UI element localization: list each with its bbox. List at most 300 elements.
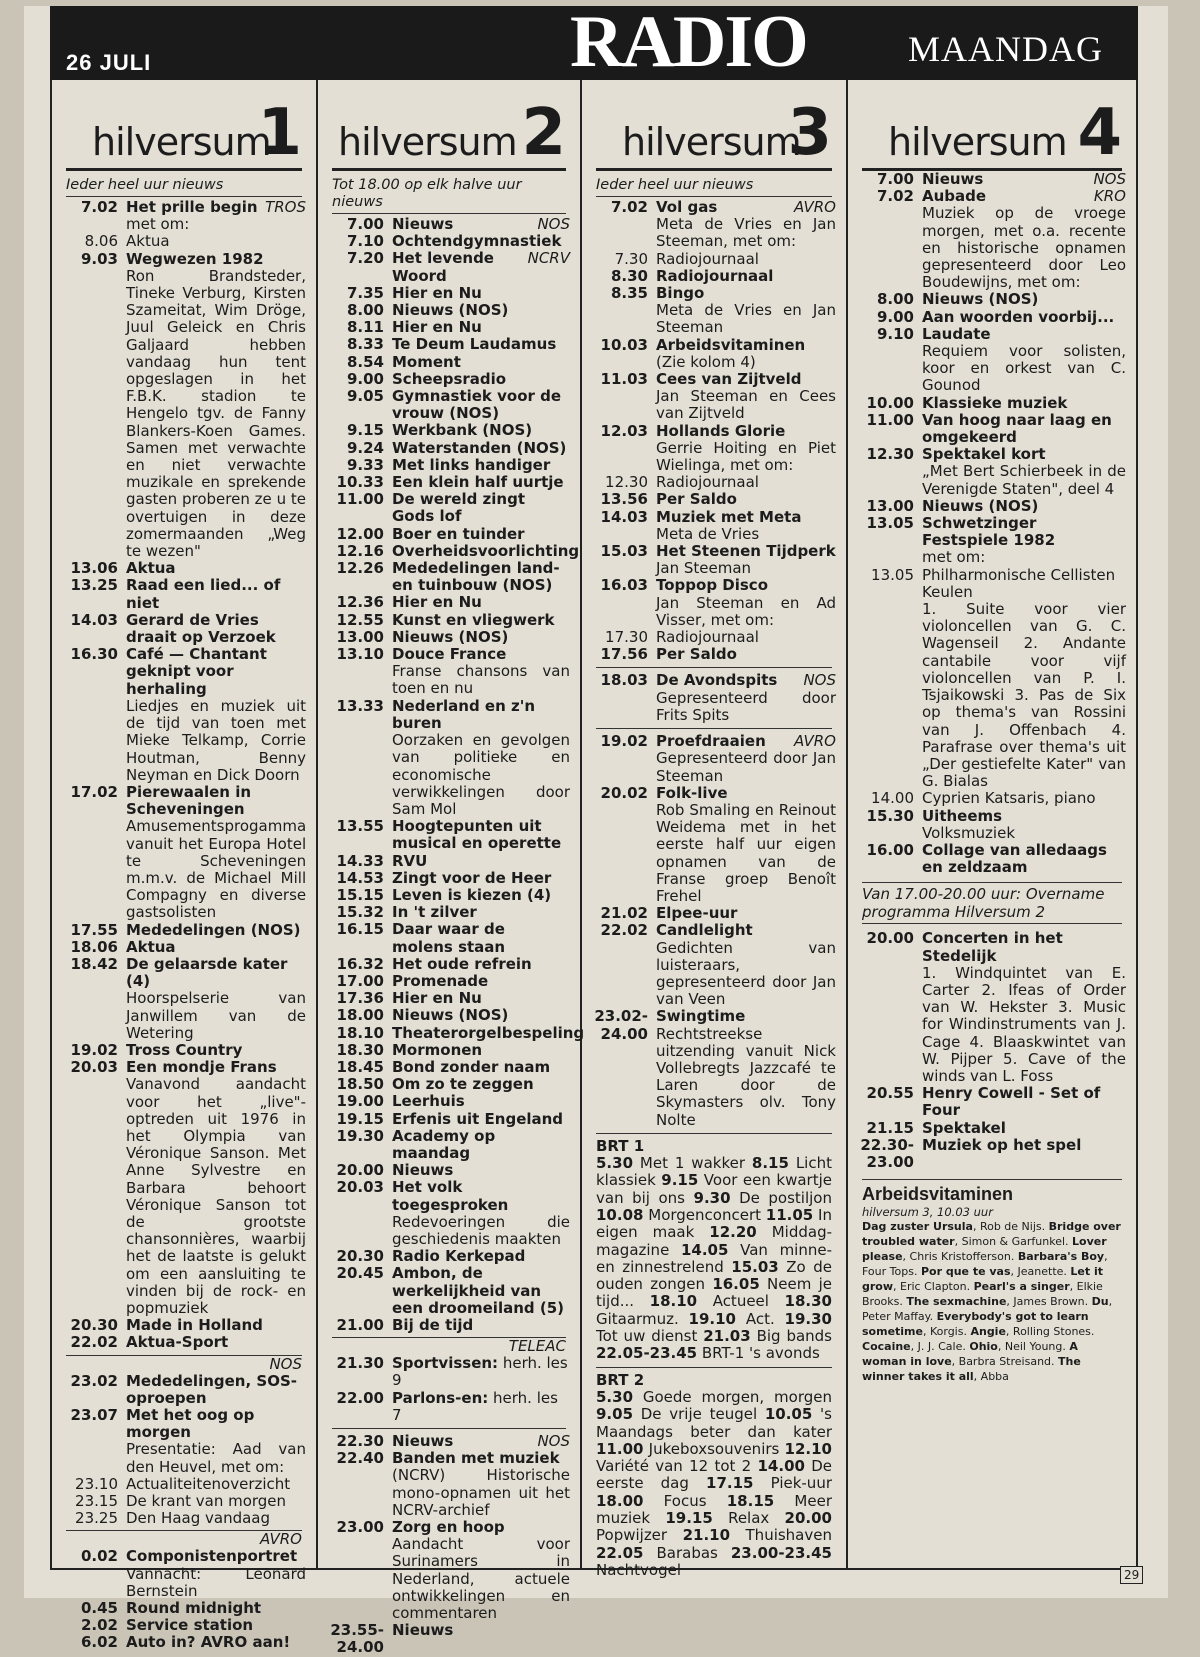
- program-entry: [858, 188, 1126, 291]
- program-body: [392, 302, 570, 319]
- program-body: [126, 1042, 306, 1059]
- station-number: 3: [787, 96, 832, 170]
- program-entry: [62, 1600, 306, 1617]
- program-body: [922, 412, 1126, 446]
- program-time: 8.06: [84, 232, 118, 251]
- program-title: Schwetzinger Festspiele 1982: [922, 514, 1056, 550]
- program-body: [392, 646, 570, 698]
- program-title: Het oude refrein: [392, 954, 532, 973]
- program-description: met om:: [922, 548, 986, 567]
- program-time: 8.35: [610, 284, 648, 303]
- program-entry: [328, 1007, 570, 1024]
- program-time: 8.54: [346, 352, 384, 371]
- program-time: 13.33: [336, 696, 384, 715]
- program-entry: [62, 1334, 306, 1351]
- brt-heading: BRT 1: [596, 1136, 645, 1155]
- program-body: [392, 1519, 570, 1622]
- program-time: 12.30: [866, 445, 914, 464]
- program-entry: [328, 1111, 570, 1128]
- program-time: 21.15: [866, 1118, 914, 1137]
- brt-program: Thuishaven: [730, 1526, 832, 1545]
- program-body: [656, 423, 836, 475]
- program-title: Nederland en z'n buren: [392, 696, 536, 732]
- program-body: [126, 1600, 306, 1617]
- program-entry: [858, 291, 1126, 308]
- program-title: Per Saldo: [656, 490, 737, 509]
- program-time: 19.02: [70, 1040, 118, 1059]
- program-body: [392, 388, 570, 422]
- program-time: 13.05: [871, 565, 914, 584]
- program-entry: [592, 285, 836, 337]
- program-title: Te Deum Laudamus: [392, 335, 557, 354]
- brt-program: Goede morgen, morgen: [633, 1387, 832, 1406]
- program-description: Presentatie: Aad van den Heuvel, met om:: [126, 1440, 306, 1476]
- program-entry: [62, 577, 306, 611]
- program-body: [922, 309, 1126, 326]
- program-title: Candlelight: [656, 921, 753, 940]
- program-title: Moment: [392, 352, 461, 371]
- program-time: 20.03: [70, 1058, 118, 1077]
- program-title: Aktua: [126, 937, 176, 956]
- program-entry: [328, 1179, 570, 1248]
- brt-time: 18.30: [784, 1292, 832, 1311]
- program-title: De gelaarsde kater (4): [126, 954, 288, 991]
- program-body: [126, 1493, 306, 1510]
- program-entry: [592, 672, 836, 724]
- program-title: Nieuws: [392, 1432, 454, 1451]
- program-body: [392, 250, 570, 284]
- brt-time: 8.15: [751, 1154, 789, 1173]
- program-time: 6.02: [80, 1633, 118, 1652]
- program-body: [392, 371, 570, 388]
- brt-time: 23.00-23.45: [730, 1543, 832, 1562]
- program-title: Collage van alledaags en zeldzaam: [922, 840, 1107, 877]
- program-time: 20.00: [336, 1161, 384, 1180]
- program-title: Scheepsradio: [392, 369, 507, 388]
- program-entry: [328, 887, 570, 904]
- program-title: Hollands Glorie: [656, 421, 786, 440]
- song-artist: , James Brown.: [1006, 1295, 1092, 1309]
- program-body: [392, 1042, 570, 1059]
- program-entry: [328, 526, 570, 543]
- program-title: Radio Kerkepad: [392, 1247, 526, 1266]
- program-body: [392, 956, 570, 973]
- radio-title: RADIO: [570, 1, 807, 83]
- program-body: [392, 1007, 570, 1024]
- program-entry: [62, 1510, 306, 1527]
- program-body: [922, 790, 1126, 807]
- program-body: [656, 491, 836, 508]
- program-time: 9.00: [876, 307, 914, 326]
- brt1-block: [596, 1138, 832, 1363]
- song-artist: , J. J. Cale.: [910, 1340, 970, 1354]
- program-body: [656, 337, 836, 371]
- program-title: Om zo te zeggen: [392, 1075, 534, 1094]
- program-body: [392, 853, 570, 870]
- program-entry: [858, 790, 1126, 807]
- program-entry: [858, 309, 1126, 326]
- program-entry: [62, 1407, 306, 1476]
- program-body: [126, 1317, 306, 1334]
- column-hilversum-2: [318, 80, 585, 1657]
- program-body: [126, 1634, 306, 1651]
- brt-time: 9.30: [693, 1188, 731, 1207]
- program-entry: [592, 474, 836, 491]
- column-header: [66, 80, 302, 171]
- program-entry: [328, 216, 570, 233]
- program-entry: [62, 612, 306, 646]
- program-time: 18.45: [336, 1057, 384, 1076]
- program-title: Met het oog op morgen: [126, 1406, 255, 1442]
- program-time: 20.03: [336, 1178, 384, 1197]
- program-body: [126, 922, 306, 939]
- song-artist: , Neil Young.: [997, 1340, 1070, 1354]
- program-time: 20.30: [336, 1247, 384, 1266]
- program-title: Leven is kiezen (4): [392, 885, 552, 904]
- program-entry: [858, 1120, 1126, 1137]
- program-title: Radiojournaal: [656, 473, 759, 492]
- program-time: 20.30: [70, 1316, 118, 1335]
- program-title: RVU: [392, 851, 428, 870]
- program-title: Muziek met Meta: [656, 507, 802, 526]
- program-body: [126, 1407, 306, 1476]
- program-entry: [858, 567, 1126, 791]
- program-entry: [592, 646, 836, 663]
- song-title: The sexmachine: [906, 1295, 1007, 1309]
- program-entry: [62, 646, 306, 784]
- program-title: Den Haag vandaag: [126, 1509, 271, 1528]
- program-title: Made in Holland: [126, 1316, 263, 1335]
- song-artist: , Rob de Nijs.: [972, 1220, 1049, 1234]
- program-title: Cyprien Katsaris, piano: [922, 789, 1096, 808]
- program-time: 15.30: [866, 806, 914, 825]
- program-entry: [328, 440, 570, 457]
- program-description: Jan Steeman: [656, 559, 752, 578]
- program-title: Wegwezen 1982: [126, 249, 264, 268]
- program-body: [392, 560, 570, 594]
- program-entry: [592, 423, 836, 475]
- program-time: 2.02: [80, 1616, 118, 1635]
- program-body: [392, 1076, 570, 1093]
- program-title: Mededelingen, SOS-oproepen: [126, 1371, 297, 1407]
- program-body: [126, 251, 306, 561]
- program-title: Zingt voor de Heer: [392, 868, 552, 887]
- program-title: Hier en Nu: [392, 593, 482, 612]
- brt-time: 19.15: [665, 1509, 713, 1527]
- program-title: Cees van Zijtveld: [656, 370, 802, 389]
- brt-program: De postiljon: [730, 1188, 832, 1207]
- program-body: [392, 921, 570, 955]
- program-time: 18.50: [336, 1075, 384, 1094]
- song-artist: , Four Tops.: [862, 1250, 1108, 1279]
- broadcaster-label: TELEAC: [332, 1337, 566, 1355]
- program-body: [922, 930, 1126, 1085]
- program-time: 16.32: [336, 954, 384, 973]
- brt-program: Zo de ouden zongen: [596, 1257, 832, 1294]
- program-time: 11.00: [866, 410, 914, 429]
- program-time: 13.05: [866, 514, 914, 533]
- program-time: 15.32: [336, 903, 384, 922]
- program-body: [922, 1137, 1126, 1171]
- program-time: 12.16: [336, 541, 384, 560]
- broadcaster-tag: AVRO: [793, 198, 836, 216]
- program-time: 13.00: [336, 627, 384, 646]
- program-time: 13.00: [866, 496, 914, 515]
- program-entry: [858, 171, 1126, 188]
- brt-program: Big bands: [750, 1327, 832, 1346]
- program-body: [392, 491, 570, 525]
- program-title: Uitheems: [922, 806, 1003, 825]
- program-body: [922, 188, 1126, 291]
- program-title: Café — Chantant geknipt voor herhaling: [126, 645, 267, 698]
- program-title: Waterstanden (NOS): [392, 438, 567, 457]
- program-entry: [858, 1137, 1126, 1171]
- program-entry: [328, 818, 570, 852]
- program-title: Aktua: [126, 232, 170, 251]
- program-time: 17.02: [70, 782, 118, 801]
- program-body: [126, 1510, 306, 1527]
- station-name: hilversum: [622, 120, 801, 164]
- program-entry: [328, 302, 570, 319]
- brt-time: 14.05: [680, 1240, 729, 1259]
- program-body: [656, 1008, 836, 1128]
- date-label: 26 JULI: [66, 50, 152, 75]
- program-body: [392, 973, 570, 990]
- program-description: Gepresenteerd door Frits Spits: [656, 688, 836, 724]
- program-title: Toppop Disco: [656, 576, 769, 595]
- program-time: 16.15: [336, 920, 384, 939]
- program-entry: [328, 1248, 570, 1265]
- program-title: Hier en Nu: [392, 318, 482, 337]
- program-body: [922, 1120, 1126, 1137]
- brt-time: 21.10: [682, 1526, 731, 1545]
- program-body: [656, 905, 836, 922]
- program-time: 19.00: [336, 1092, 384, 1111]
- program-body: [656, 922, 836, 1008]
- song-artist: , Elkie Brooks.: [862, 1280, 1103, 1309]
- program-time: 18.06: [70, 937, 118, 956]
- program-time: 18.03: [600, 671, 648, 690]
- program-body: [392, 474, 570, 491]
- brt-program: Jukeboxsouvenirs: [643, 1439, 785, 1458]
- program-title: Het levende Woord: [392, 249, 494, 285]
- divider: [596, 1133, 832, 1134]
- program-body: [126, 1476, 306, 1493]
- program-title: In 't zilver: [392, 903, 477, 922]
- program-time: 9.03: [80, 249, 118, 268]
- program-entry: [858, 446, 1126, 498]
- program-title: Nieuws: [922, 170, 984, 188]
- broadcaster-tag: NOS: [537, 215, 570, 233]
- divider: [596, 1367, 832, 1368]
- program-title: Parlons-en:: [392, 1388, 489, 1407]
- program-title: Aktua: [126, 559, 176, 578]
- program-body: [392, 990, 570, 1007]
- program-entry: [62, 939, 306, 956]
- program-title: De Avondspits: [656, 671, 778, 690]
- brt-time: 17.15: [706, 1474, 754, 1493]
- program-time: 12.00: [336, 524, 384, 543]
- program-title: Ochtendgymnastiek: [392, 232, 562, 251]
- song-title: Everybody's got to learn sometime: [862, 1310, 1089, 1339]
- program-entry: [592, 577, 836, 629]
- program-body: [392, 870, 570, 887]
- program-description: Meta de Vries: [656, 524, 760, 543]
- program-entry: [62, 199, 306, 233]
- program-body: [922, 842, 1126, 876]
- program-time: 16.30: [70, 645, 118, 664]
- station-number: 1: [257, 96, 302, 170]
- program-title: Het volk toegesproken: [392, 1178, 509, 1214]
- program-body: [656, 543, 836, 577]
- program-body: [392, 1111, 570, 1128]
- brt-program: Barabas: [643, 1543, 731, 1562]
- program-title: Raad een lied... of niet: [126, 576, 281, 612]
- program-time: 22.30-23.00: [860, 1135, 914, 1171]
- brt-time: 9.15: [661, 1171, 699, 1190]
- program-title: Zorg en hoop: [392, 1518, 505, 1537]
- program-time: 13.06: [70, 559, 118, 578]
- broadcaster-tag: NOS: [537, 1432, 570, 1451]
- program-time: 18.42: [70, 954, 118, 973]
- brt-program: 's Maandags beter dan kater: [596, 1405, 832, 1441]
- program-entry: [328, 371, 570, 388]
- brt-program: Gitaarmuz.: [596, 1309, 689, 1328]
- brt-program: Middag-magazine: [596, 1223, 833, 1259]
- program-time: 12.36: [336, 593, 384, 612]
- brt-program: Licht klassiek: [596, 1154, 832, 1190]
- program-entry: [592, 629, 836, 646]
- song-artist: , Chris Kristofferson.: [902, 1250, 1018, 1264]
- program-entry: [328, 956, 570, 973]
- program-entry: [592, 922, 836, 1008]
- program-entry: [328, 1622, 570, 1656]
- brt-program: Van minne- en zinnestrelend: [596, 1240, 832, 1276]
- program-body: [656, 285, 836, 337]
- song-artist: , Korgis.: [922, 1325, 971, 1339]
- program-time: 9.24: [346, 438, 384, 457]
- program-time: 16.03: [600, 576, 648, 595]
- program-entry: [328, 491, 570, 525]
- program-body: [922, 291, 1126, 308]
- program-title: Round midnight: [126, 1599, 262, 1618]
- program-description: Amusementsprogamma vanuit het Europa Hotel te Scheveningen m.m.v. de Michael Mill Compagny en diverse gastsolisten: [126, 817, 307, 922]
- program-time: 7.02: [876, 187, 914, 206]
- arbeidsvitaminen-box: [862, 1179, 1122, 1384]
- program-entry: [328, 1128, 570, 1162]
- program-entry: [62, 251, 306, 561]
- brt-time: 5.30: [596, 1387, 634, 1406]
- program-body: [392, 887, 570, 904]
- program-title: Proefdraaien: [656, 732, 766, 751]
- program-title: Per Saldo: [656, 645, 737, 664]
- program-body: [392, 285, 570, 302]
- program-body: [126, 1334, 306, 1351]
- program-time: 23.10: [75, 1474, 118, 1493]
- program-description: Vannacht: Leonard Bernstein: [126, 1564, 306, 1600]
- program-entry: [328, 319, 570, 336]
- program-title: Gymnastiek voor de vrouw (NOS): [392, 387, 562, 423]
- program-body: [392, 1179, 570, 1248]
- program-description: Volksmuziek: [922, 823, 1016, 842]
- brt-time: 12.10: [784, 1439, 832, 1458]
- program-time: 15.15: [336, 885, 384, 904]
- program-entry: [328, 594, 570, 611]
- program-time: 17.00: [336, 971, 384, 990]
- program-entry: [328, 250, 570, 284]
- program-time: 7.35: [346, 283, 384, 302]
- program-time: 16.00: [866, 840, 914, 859]
- program-description: Franse chansons van toen en nu: [392, 662, 570, 698]
- program-body: [922, 326, 1126, 395]
- broadcaster-tag: NOS: [1093, 170, 1126, 188]
- program-entry: [328, 990, 570, 1007]
- brt-time: 18.00: [596, 1491, 644, 1510]
- program-title: Boer en tuinder: [392, 524, 525, 543]
- program-entry: [62, 1059, 306, 1317]
- program-title: Met links handiger: [392, 455, 551, 474]
- brt-time: 22.05: [596, 1543, 644, 1562]
- news-note: Ieder heel uur nieuws: [66, 177, 302, 197]
- program-title: Aubade: [922, 187, 987, 206]
- program-entry: [62, 1476, 306, 1493]
- program-body: [392, 319, 570, 336]
- program-time: 10.03: [600, 335, 648, 354]
- program-description: met om:: [126, 215, 190, 234]
- program-entry: [858, 498, 1126, 515]
- program-entry: [328, 388, 570, 422]
- program-description: Aandacht voor Surinamers in Nederland, actuele ontwikkelingen en commentaren: [392, 1535, 570, 1623]
- brt-time: 11.00: [596, 1439, 644, 1458]
- program-title: Nieuws (NOS): [922, 496, 1039, 515]
- brt-time: 11.05: [765, 1205, 814, 1224]
- program-title: Concerten in het Stedelijk: [922, 929, 1063, 965]
- program-entry: [328, 422, 570, 439]
- program-time: 7.02: [610, 198, 648, 216]
- brt-time: 10.05: [764, 1405, 813, 1424]
- brt-time: 22.05-23.45: [596, 1344, 698, 1363]
- brt-program: Popwijzer: [596, 1526, 683, 1545]
- program-time: 7.10: [346, 232, 384, 251]
- program-time: 10.33: [336, 473, 384, 492]
- page-number: 29: [1120, 1566, 1143, 1584]
- program-entry: [328, 285, 570, 302]
- program-description: Muziek op de vroege morgen, met o.a. recente en historische opnamen gepresenteerd door Leo Boudewijns, met om:: [922, 204, 1126, 292]
- program-entry: [62, 1617, 306, 1634]
- program-body: [392, 1093, 570, 1110]
- program-title: Nieuws (NOS): [392, 1006, 509, 1025]
- program-entry: [328, 541, 580, 560]
- program-extra: herh. les 7: [392, 1388, 558, 1424]
- program-body: [392, 818, 570, 852]
- program-description: Requiem voor solisten, koor en orkest van C. Gounod: [922, 342, 1126, 395]
- program-entry: [858, 326, 1126, 395]
- program-time: 17.30: [605, 628, 648, 647]
- program-body: [656, 785, 836, 905]
- program-title: Van hoog naar laag en omgekeerd: [922, 410, 1112, 447]
- brt-program: Actueel: [697, 1292, 785, 1311]
- brt-program: Met 1 wakker: [633, 1154, 752, 1173]
- program-entry: [62, 1634, 306, 1651]
- program-body: [392, 543, 579, 560]
- broadcaster-tag: TROS: [265, 198, 306, 216]
- program-body: [392, 336, 570, 353]
- program-body: [392, 440, 570, 457]
- program-extra: herh. les 9: [392, 1354, 568, 1390]
- program-title: Leerhuis: [392, 1092, 465, 1111]
- brt-time: 15.03: [731, 1257, 779, 1276]
- program-entry: [328, 457, 570, 474]
